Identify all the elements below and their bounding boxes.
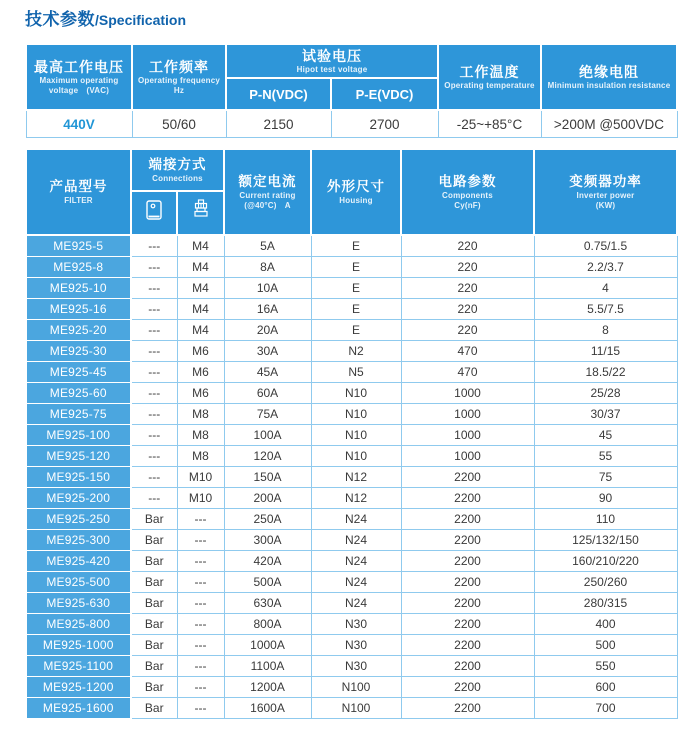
product-model-cell: ME925-250 bbox=[26, 509, 131, 530]
components-cy-cell: 2200 bbox=[401, 698, 534, 719]
product-model-cell: ME925-1100 bbox=[26, 656, 131, 677]
header-temperature-en: Operating temperature bbox=[444, 81, 535, 91]
header-frequency-zh: 工作频率 bbox=[149, 58, 209, 75]
header-connections-zh: 端接方式 bbox=[148, 156, 207, 172]
connection-stud-cell: --- bbox=[177, 530, 224, 551]
connection-wire-cell: --- bbox=[131, 341, 177, 362]
connection-stud-cell: M6 bbox=[177, 341, 224, 362]
table-row bbox=[26, 404, 677, 425]
connection-wire-cell: Bar bbox=[131, 530, 177, 551]
housing-cell: N30 bbox=[311, 635, 401, 656]
screw-terminal-icon bbox=[190, 198, 212, 224]
current-rating-cell: 75A bbox=[224, 404, 311, 425]
inverter-power-cell: 700 bbox=[534, 698, 677, 719]
value-hipot-pe: 2700 bbox=[331, 110, 438, 138]
header-hipot-pn: P-N(VDC) bbox=[226, 78, 331, 110]
inverter-power-cell: 5.5/7.5 bbox=[534, 299, 677, 320]
components-cy-cell: 220 bbox=[401, 299, 534, 320]
housing-cell: N12 bbox=[311, 467, 401, 488]
current-rating-cell: 60A bbox=[224, 383, 311, 404]
product-model-cell: ME925-30 bbox=[26, 341, 131, 362]
connection-stud-cell: M10 bbox=[177, 488, 224, 509]
current-rating-cell: 20A bbox=[224, 320, 311, 341]
product-model-cell: ME925-75 bbox=[26, 404, 131, 425]
inverter-power-cell: 4 bbox=[534, 278, 677, 299]
current-rating-cell: 300A bbox=[224, 530, 311, 551]
components-cy-cell: 2200 bbox=[401, 551, 534, 572]
general-spec-table bbox=[25, 43, 678, 138]
connection-wire-cell: Bar bbox=[131, 614, 177, 635]
header-connections bbox=[131, 149, 224, 191]
components-cy-cell: 2200 bbox=[401, 635, 534, 656]
housing-cell: N24 bbox=[311, 509, 401, 530]
components-cy-cell: 1000 bbox=[401, 446, 534, 467]
housing-cell: N24 bbox=[311, 530, 401, 551]
header-insulation-en: Minimum insulation resistance bbox=[547, 81, 671, 91]
components-cy-cell: 1000 bbox=[401, 425, 534, 446]
value-frequency: 50/60 bbox=[132, 110, 226, 138]
header-hipot-en: Hipot test voltage bbox=[296, 65, 368, 75]
current-rating-cell: 1000A bbox=[224, 635, 311, 656]
product-model-cell: ME925-630 bbox=[26, 593, 131, 614]
connection-wire-cell: --- bbox=[131, 299, 177, 320]
table-row bbox=[26, 677, 677, 698]
inverter-power-cell: 0.75/1.5 bbox=[534, 235, 677, 257]
current-rating-cell: 1600A bbox=[224, 698, 311, 719]
components-cy-cell: 470 bbox=[401, 362, 534, 383]
current-rating-cell: 800A bbox=[224, 614, 311, 635]
page-title-zh: 技术参数 bbox=[25, 10, 95, 29]
inverter-power-cell: 500 bbox=[534, 635, 677, 656]
connection-stud-cell: M8 bbox=[177, 446, 224, 467]
connection-stud-cell: M4 bbox=[177, 235, 224, 257]
table-row bbox=[26, 530, 677, 551]
connection-stud-cell: --- bbox=[177, 614, 224, 635]
connection-wire-cell: Bar bbox=[131, 509, 177, 530]
connection-wire-cell: --- bbox=[131, 404, 177, 425]
page-title bbox=[25, 10, 676, 30]
current-rating-cell: 150A bbox=[224, 467, 311, 488]
table-row bbox=[26, 425, 677, 446]
product-model-cell: ME925-100 bbox=[26, 425, 131, 446]
inverter-power-cell: 75 bbox=[534, 467, 677, 488]
header-connection-wire bbox=[131, 191, 177, 235]
connection-stud-cell: M4 bbox=[177, 278, 224, 299]
connection-stud-cell: --- bbox=[177, 635, 224, 656]
current-rating-cell: 1100A bbox=[224, 656, 311, 677]
housing-cell: N10 bbox=[311, 383, 401, 404]
header-product-en: FILTER bbox=[64, 195, 93, 205]
connection-stud-cell: M4 bbox=[177, 257, 224, 278]
product-model-cell: ME925-300 bbox=[26, 530, 131, 551]
connection-wire-cell: Bar bbox=[131, 572, 177, 593]
header-insulation-zh: 绝缘电阻 bbox=[579, 63, 639, 80]
inverter-power-cell: 160/210/220 bbox=[534, 551, 677, 572]
inverter-power-cell: 125/132/150 bbox=[534, 530, 677, 551]
housing-cell: N100 bbox=[311, 677, 401, 698]
current-rating-cell: 120A bbox=[224, 446, 311, 467]
inverter-power-cell: 55 bbox=[534, 446, 677, 467]
connection-stud-cell: --- bbox=[177, 509, 224, 530]
header-housing bbox=[311, 149, 401, 235]
connection-wire-cell: Bar bbox=[131, 593, 177, 614]
header-current-zh: 额定电流 bbox=[238, 173, 297, 189]
value-hipot-pn: 2150 bbox=[226, 110, 331, 138]
table-row bbox=[26, 488, 677, 509]
product-model-cell: ME925-8 bbox=[26, 257, 131, 278]
header-temperature bbox=[438, 44, 541, 110]
connection-wire-cell: --- bbox=[131, 278, 177, 299]
product-model-cell: ME925-10 bbox=[26, 278, 131, 299]
components-cy-cell: 2200 bbox=[401, 572, 534, 593]
components-cy-cell: 2200 bbox=[401, 509, 534, 530]
inverter-power-cell: 600 bbox=[534, 677, 677, 698]
inverter-power-cell: 550 bbox=[534, 656, 677, 677]
current-rating-cell: 45A bbox=[224, 362, 311, 383]
product-model-cell: ME925-1000 bbox=[26, 635, 131, 656]
connection-stud-cell: --- bbox=[177, 677, 224, 698]
connection-wire-cell: --- bbox=[131, 425, 177, 446]
connection-wire-cell: Bar bbox=[131, 677, 177, 698]
components-cy-cell: 2200 bbox=[401, 614, 534, 635]
product-model-cell: ME925-45 bbox=[26, 362, 131, 383]
table-row bbox=[26, 362, 677, 383]
housing-cell: N24 bbox=[311, 551, 401, 572]
table-row bbox=[26, 383, 677, 404]
header-current bbox=[224, 149, 311, 235]
connection-wire-cell: --- bbox=[131, 383, 177, 404]
table-row bbox=[26, 698, 677, 719]
table-row bbox=[26, 278, 677, 299]
header-inverter-en2: (KW) bbox=[595, 200, 616, 210]
inverter-power-cell: 400 bbox=[534, 614, 677, 635]
inverter-power-cell: 250/260 bbox=[534, 572, 677, 593]
components-cy-cell: 1000 bbox=[401, 383, 534, 404]
housing-cell: N24 bbox=[311, 572, 401, 593]
connection-wire-cell: Bar bbox=[131, 635, 177, 656]
header-components-en1: Components bbox=[442, 190, 493, 200]
header-product bbox=[26, 149, 131, 235]
model-spec-table bbox=[25, 148, 678, 719]
components-cy-cell: 2200 bbox=[401, 656, 534, 677]
connection-stud-cell: --- bbox=[177, 572, 224, 593]
connection-stud-cell: --- bbox=[177, 593, 224, 614]
connection-wire-cell: Bar bbox=[131, 698, 177, 719]
housing-cell: N30 bbox=[311, 614, 401, 635]
header-frequency-en: Operating frequency Hz bbox=[137, 76, 221, 96]
housing-cell: N10 bbox=[311, 446, 401, 467]
components-cy-cell: 220 bbox=[401, 278, 534, 299]
housing-cell: N5 bbox=[311, 362, 401, 383]
header-current-en1: Current rating bbox=[239, 190, 296, 200]
connection-wire-cell: --- bbox=[131, 257, 177, 278]
table-row bbox=[26, 446, 677, 467]
header-housing-zh: 外形尺寸 bbox=[327, 178, 385, 194]
connection-wire-cell: --- bbox=[131, 362, 177, 383]
current-rating-cell: 420A bbox=[224, 551, 311, 572]
table-row bbox=[26, 572, 677, 593]
housing-cell: E bbox=[311, 235, 401, 257]
table-row bbox=[26, 614, 677, 635]
product-model-cell: ME925-1600 bbox=[26, 698, 131, 719]
connection-stud-cell: --- bbox=[177, 656, 224, 677]
current-rating-cell: 8A bbox=[224, 257, 311, 278]
current-rating-cell: 1200A bbox=[224, 677, 311, 698]
header-inverter-en1: Inverter power bbox=[576, 190, 635, 200]
connection-stud-cell: --- bbox=[177, 698, 224, 719]
header-components-en2: Cy(nF) bbox=[454, 200, 481, 210]
header-temperature-zh: 工作温度 bbox=[459, 63, 520, 80]
current-rating-cell: 500A bbox=[224, 572, 311, 593]
product-model-cell: ME925-800 bbox=[26, 614, 131, 635]
table-row bbox=[26, 551, 677, 572]
housing-cell: E bbox=[311, 299, 401, 320]
value-insulation: >200M @500VDC bbox=[541, 110, 677, 138]
current-rating-cell: 5A bbox=[224, 235, 311, 257]
connection-wire-cell: --- bbox=[131, 446, 177, 467]
housing-cell: E bbox=[311, 278, 401, 299]
connection-stud-cell: M8 bbox=[177, 425, 224, 446]
header-frequency bbox=[132, 44, 226, 110]
current-rating-cell: 30A bbox=[224, 341, 311, 362]
header-hipot-zh: 试验电压 bbox=[302, 47, 362, 64]
components-cy-cell: 1000 bbox=[401, 404, 534, 425]
connection-stud-cell: M10 bbox=[177, 467, 224, 488]
table-row bbox=[26, 656, 677, 677]
connection-stud-cell: M8 bbox=[177, 404, 224, 425]
header-inverter-zh: 变频器功率 bbox=[569, 173, 642, 189]
current-rating-cell: 16A bbox=[224, 299, 311, 320]
product-model-cell: ME925-500 bbox=[26, 572, 131, 593]
housing-cell: N2 bbox=[311, 341, 401, 362]
table-row bbox=[26, 235, 677, 257]
connection-stud-cell: M4 bbox=[177, 320, 224, 341]
components-cy-cell: 2200 bbox=[401, 467, 534, 488]
product-model-cell: ME925-200 bbox=[26, 488, 131, 509]
connection-wire-cell: --- bbox=[131, 488, 177, 509]
table-row bbox=[26, 593, 677, 614]
table-row bbox=[26, 635, 677, 656]
housing-cell: N12 bbox=[311, 488, 401, 509]
product-model-cell: ME925-16 bbox=[26, 299, 131, 320]
connection-wire-cell: --- bbox=[131, 467, 177, 488]
header-inverter bbox=[534, 149, 677, 235]
components-cy-cell: 2200 bbox=[401, 488, 534, 509]
inverter-power-cell: 11/15 bbox=[534, 341, 677, 362]
header-current-en2: (@40°C) A bbox=[244, 200, 291, 210]
current-rating-cell: 630A bbox=[224, 593, 311, 614]
connection-wire-cell: --- bbox=[131, 235, 177, 257]
housing-cell: N10 bbox=[311, 425, 401, 446]
inverter-power-cell: 8 bbox=[534, 320, 677, 341]
table-row bbox=[26, 467, 677, 488]
housing-cell: E bbox=[311, 320, 401, 341]
page-title-en: /Specification bbox=[95, 12, 187, 28]
header-components bbox=[401, 149, 534, 235]
current-rating-cell: 200A bbox=[224, 488, 311, 509]
header-hipot bbox=[226, 44, 438, 78]
table-row bbox=[26, 299, 677, 320]
components-cy-cell: 2200 bbox=[401, 593, 534, 614]
inverter-power-cell: 90 bbox=[534, 488, 677, 509]
table-row bbox=[26, 509, 677, 530]
table-row bbox=[26, 341, 677, 362]
header-connections-en: Connections bbox=[152, 173, 203, 183]
housing-cell: N10 bbox=[311, 404, 401, 425]
inverter-power-cell: 25/28 bbox=[534, 383, 677, 404]
housing-cell: N30 bbox=[311, 656, 401, 677]
product-model-cell: ME925-20 bbox=[26, 320, 131, 341]
wire-terminal-icon bbox=[143, 198, 165, 224]
header-product-zh: 产品型号 bbox=[49, 178, 108, 194]
inverter-power-cell: 45 bbox=[534, 425, 677, 446]
inverter-power-cell: 18.5/22 bbox=[534, 362, 677, 383]
connection-stud-cell: M6 bbox=[177, 362, 224, 383]
inverter-power-cell: 110 bbox=[534, 509, 677, 530]
general-spec-values-row bbox=[26, 110, 677, 138]
connection-wire-cell: --- bbox=[131, 320, 177, 341]
current-rating-cell: 10A bbox=[224, 278, 311, 299]
inverter-power-cell: 30/37 bbox=[534, 404, 677, 425]
inverter-power-cell: 2.2/3.7 bbox=[534, 257, 677, 278]
header-connection-stud bbox=[177, 191, 224, 235]
header-components-zh: 电路参数 bbox=[438, 173, 497, 189]
header-max-voltage-zh: 最高工作电压 bbox=[34, 58, 124, 75]
product-model-cell: ME925-150 bbox=[26, 467, 131, 488]
components-cy-cell: 220 bbox=[401, 235, 534, 257]
header-hipot-pe: P-E(VDC) bbox=[331, 78, 438, 110]
connection-wire-cell: Bar bbox=[131, 551, 177, 572]
product-model-cell: ME925-60 bbox=[26, 383, 131, 404]
connection-stud-cell: M6 bbox=[177, 383, 224, 404]
housing-cell: E bbox=[311, 257, 401, 278]
table-row bbox=[26, 257, 677, 278]
components-cy-cell: 2200 bbox=[401, 530, 534, 551]
product-model-cell: ME925-120 bbox=[26, 446, 131, 467]
header-insulation bbox=[541, 44, 677, 110]
value-temperature: -25~+85°C bbox=[438, 110, 541, 138]
value-max-voltage: 440V bbox=[26, 110, 132, 138]
product-model-cell: ME925-420 bbox=[26, 551, 131, 572]
current-rating-cell: 100A bbox=[224, 425, 311, 446]
current-rating-cell: 250A bbox=[224, 509, 311, 530]
housing-cell: N24 bbox=[311, 593, 401, 614]
header-max-voltage bbox=[26, 44, 132, 110]
product-model-cell: ME925-5 bbox=[26, 235, 131, 257]
connection-stud-cell: --- bbox=[177, 551, 224, 572]
inverter-power-cell: 280/315 bbox=[534, 593, 677, 614]
connection-wire-cell: Bar bbox=[131, 656, 177, 677]
header-housing-en: Housing bbox=[339, 195, 373, 205]
connection-stud-cell: M4 bbox=[177, 299, 224, 320]
product-model-cell: ME925-1200 bbox=[26, 677, 131, 698]
components-cy-cell: 220 bbox=[401, 320, 534, 341]
components-cy-cell: 2200 bbox=[401, 677, 534, 698]
components-cy-cell: 470 bbox=[401, 341, 534, 362]
housing-cell: N100 bbox=[311, 698, 401, 719]
table-row bbox=[26, 320, 677, 341]
header-max-voltage-en: Maximum operating voltage (VAC) bbox=[39, 76, 119, 96]
components-cy-cell: 220 bbox=[401, 257, 534, 278]
